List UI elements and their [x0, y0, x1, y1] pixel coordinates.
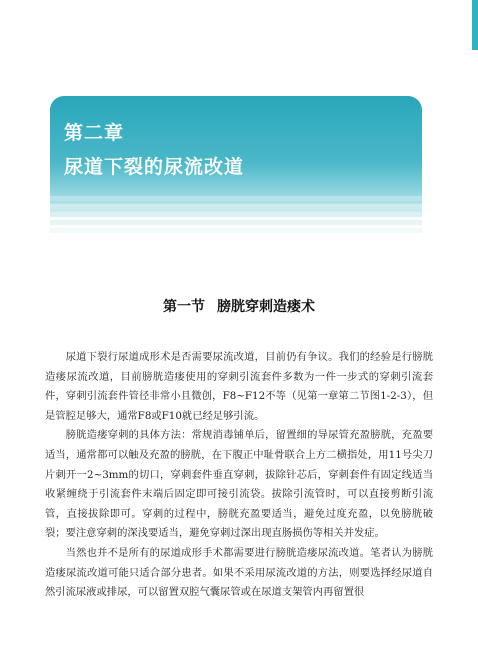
page-edge-tab — [472, 0, 478, 50]
section-number: 第一节 — [163, 299, 205, 315]
paragraph: 当然也并不是所有的尿道成形手术都需要进行膀胱造瘘尿流改道。笔者认为膀胱造瘘尿流改道可能只适合部分患者。如果不采用尿流改道的方法，则要选择经尿道自然引流尿液或排尿，可以留置双腔气囊尿管或在尿道支架管内再留置很 — [45, 546, 433, 599]
paragraph: 膀胱造瘘穿刺的具体方法：常规消毒铺单后，留置细的导尿管充盈膀胱，充盈要适当，通常都可以触及充盈的膀胱，在下腹正中耻骨联合上方二横指处，用11号尖刀片刺开一2~3mm的切口，穿刺套件垂直穿刺，拔除针芯后，穿刺套件有固定线适当收紧缠绕于引流套件末端后固定即可接引流袋。拔除引流管时，可以直接剪断引流管，直接拔除即可。穿刺的过程中，膀胱充盈要适当，避免过度充盈，以免膀胱破裂；要注意穿刺的深浅要适当，避免穿刺过深出现直肠损伤等相关并发症。 — [45, 429, 433, 540]
paragraph: 尿道下裂行尿道成形术是否需要尿流改道，目前仍有争议。我们的经验是行膀胱造瘘尿流改道，目前膀胱造瘘使用的穿刺引流套件多数为一件一步式的穿刺引流套件，穿刺引流套件管径非常小且微创，F8~F12不等（见第一章第二节图1-2-3），但是管腔足够大，通常F8或F10就已经足够引流。 — [45, 351, 433, 422]
body-text — [45, 348, 433, 603]
banner-stripes — [50, 196, 422, 234]
chapter-title: 尿道下裂的尿流改道 — [64, 156, 245, 178]
section-title: 膀胱穿刺造瘘术 — [217, 299, 315, 315]
chapter-number: 第二章 — [64, 122, 125, 144]
section-heading — [0, 296, 478, 316]
